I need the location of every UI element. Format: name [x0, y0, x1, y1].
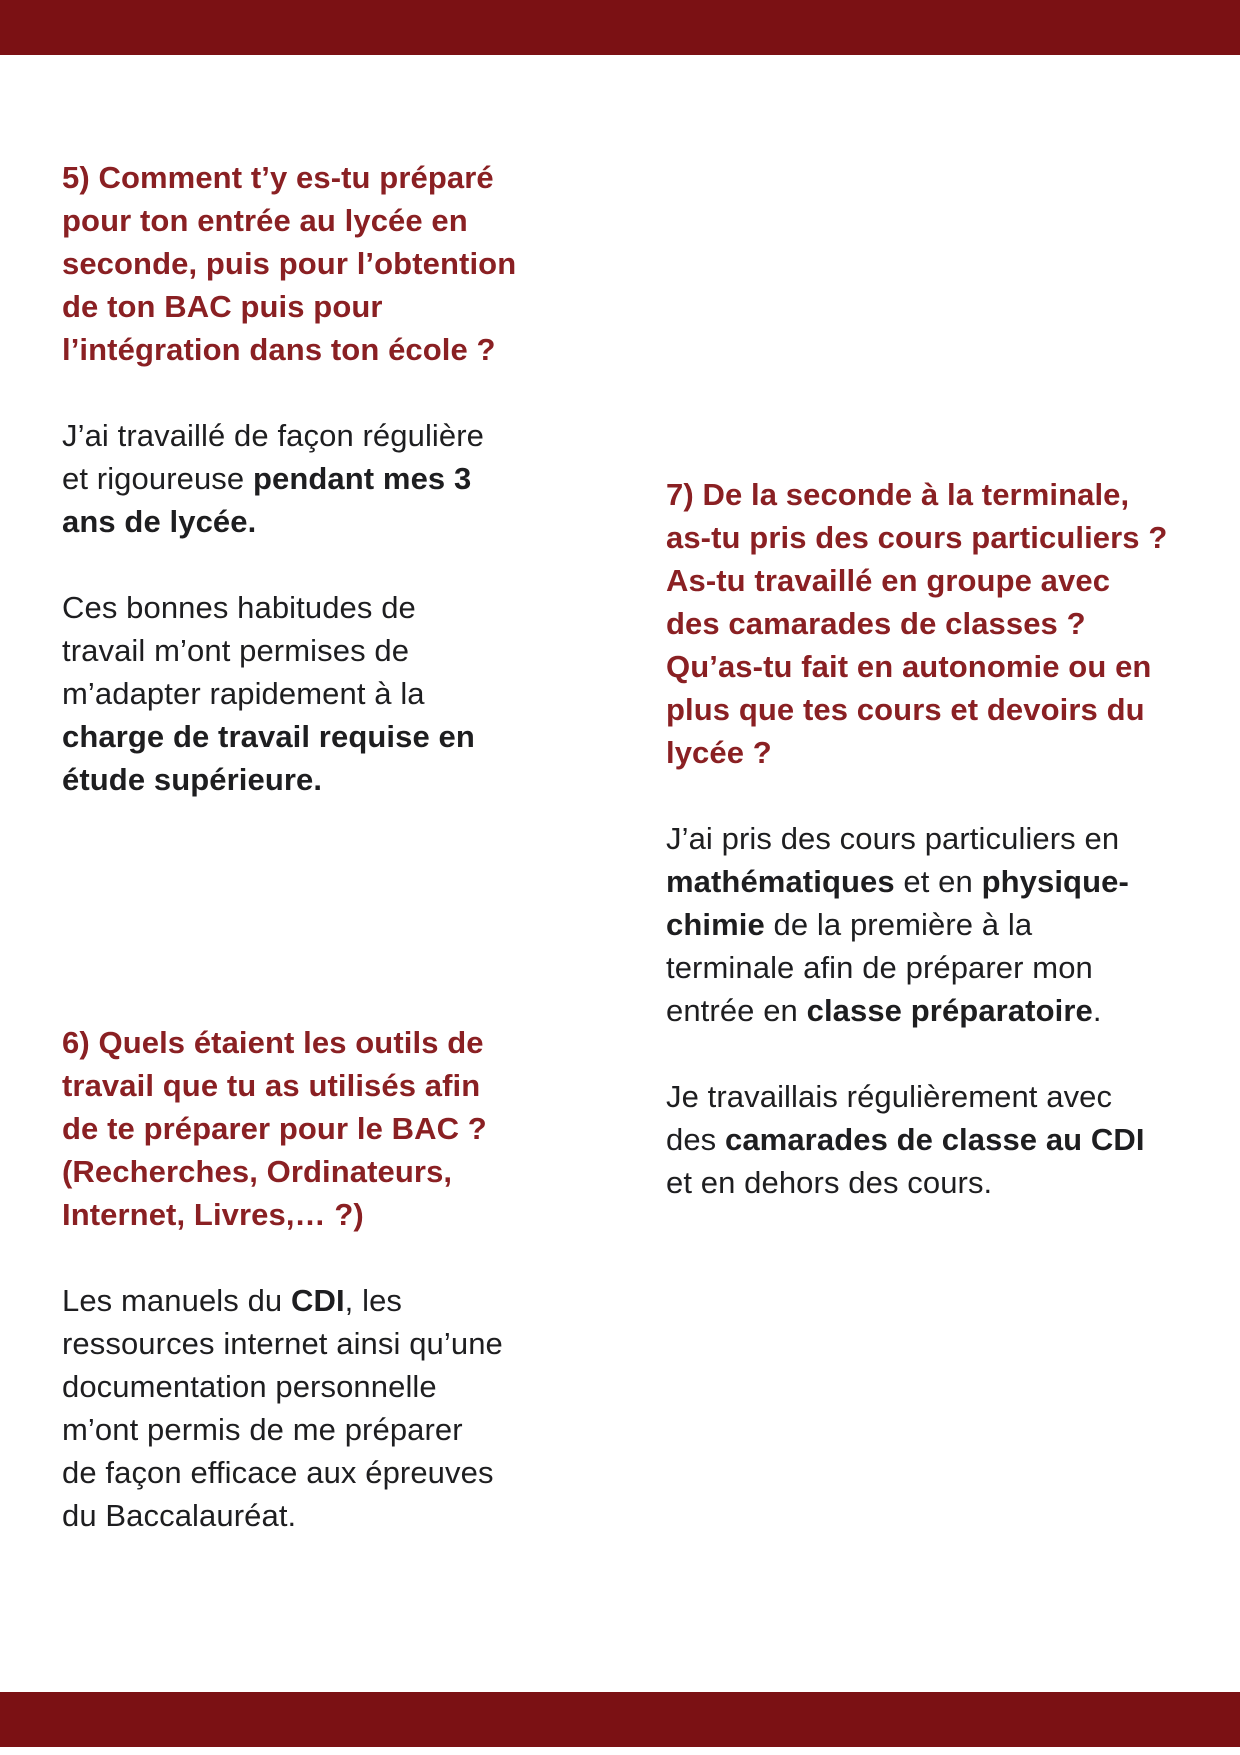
text-line: des camarades de classes ?	[666, 606, 1086, 641]
text-line: de façon efficace aux épreuves	[62, 1455, 494, 1490]
text-line: terminale afin de préparer mon	[666, 950, 1093, 985]
text-line: charge de travail requise en	[62, 719, 475, 754]
text-line: 6) Quels étaient les outils de	[62, 1025, 484, 1060]
text-line: ans de lycée.	[62, 504, 257, 539]
text-line: mathématiques et en physique-	[666, 864, 1129, 899]
text-line: du Baccalauréat.	[62, 1498, 297, 1533]
text-line: Les manuels du CDI, les	[62, 1283, 403, 1318]
answer-7-paragraph-1	[666, 817, 1176, 1032]
text-line: 5) Comment t’y es-tu préparé	[62, 160, 494, 195]
question-5	[62, 156, 554, 371]
answer-5-paragraph-1	[62, 414, 554, 543]
text-line: m’adapter rapidement à la	[62, 676, 425, 711]
text-line: documentation personnelle	[62, 1369, 437, 1404]
text-line: As-tu travaillé en groupe avec	[666, 563, 1111, 598]
text-line: des camarades de classe au CDI	[666, 1122, 1145, 1157]
text-line: J’ai travaillé de façon régulière	[62, 418, 485, 453]
text-line: Qu’as-tu fait en autonomie ou en	[666, 649, 1152, 684]
text-line: Internet, Livres,… ?)	[62, 1197, 364, 1232]
text-line: travail m’ont permises de	[62, 633, 410, 668]
text-line: Je travaillais régulièrement avec	[666, 1079, 1113, 1114]
text-line: seconde, puis pour l’obtention	[62, 246, 517, 281]
answer-6-paragraph-1	[62, 1279, 554, 1537]
answer-7-paragraph-2	[666, 1075, 1176, 1204]
text-line: ressources internet ainsi qu’une	[62, 1326, 503, 1361]
text-line: de ton BAC puis pour	[62, 289, 383, 324]
text-line: lycée ?	[666, 735, 772, 770]
text-line: et rigoureuse pendant mes 3	[62, 461, 472, 496]
text-line: chimie de la première à la	[666, 907, 1033, 942]
text-line: travail que tu as utilisés afin	[62, 1068, 481, 1103]
question-6	[62, 1021, 554, 1236]
text-line: pour ton entrée au lycée en	[62, 203, 468, 238]
text-line: J’ai pris des cours particuliers en	[666, 821, 1120, 856]
text-line: et en dehors des cours.	[666, 1165, 993, 1200]
text-line: plus que tes cours et devoirs du	[666, 692, 1145, 727]
left-column	[62, 156, 554, 1537]
text-line: 7) De la seconde à la terminale,	[666, 477, 1130, 512]
question-7	[666, 473, 1176, 774]
text-line: l’intégration dans ton école ?	[62, 332, 496, 367]
right-column	[666, 473, 1176, 1204]
text-line: (Recherches, Ordinateurs,	[62, 1154, 453, 1189]
text-line: Ces bonnes habitudes de	[62, 590, 416, 625]
footer-bar	[0, 1692, 1240, 1747]
text-line: de te préparer pour le BAC ?	[62, 1111, 487, 1146]
text-line: étude supérieure.	[62, 762, 323, 797]
text-line: entrée en classe préparatoire.	[666, 993, 1102, 1028]
text-line: m’ont permis de me préparer	[62, 1412, 463, 1447]
answer-5-paragraph-2	[62, 586, 554, 801]
header-bar	[0, 0, 1240, 55]
text-line: as-tu pris des cours particuliers ?	[666, 520, 1168, 555]
